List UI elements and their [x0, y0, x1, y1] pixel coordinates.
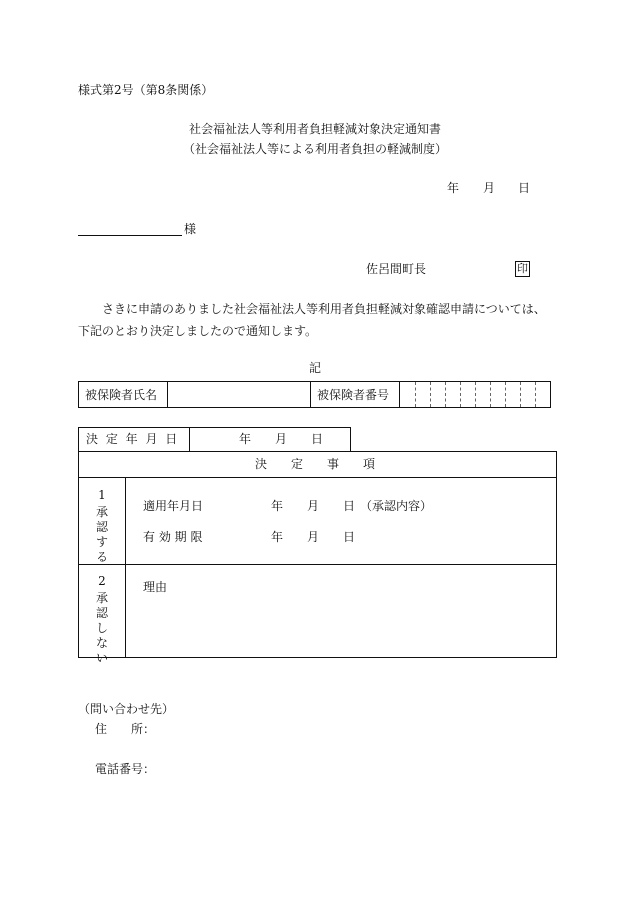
- digit-box: [520, 382, 535, 407]
- expiry-year: 年: [271, 530, 284, 544]
- digit-box: [475, 382, 490, 407]
- contact-phone-label: 電話番号：: [95, 762, 156, 776]
- issue-date-day: 日: [518, 181, 531, 195]
- addressee-suffix: 様: [184, 222, 197, 236]
- apply-date-month: 月: [307, 499, 320, 513]
- digit-box: [490, 382, 505, 407]
- decision-header: 決 定 事 項: [254, 457, 375, 471]
- reason-label: 理由: [143, 580, 168, 594]
- form-number: 様式第2号（第8条関係）: [78, 83, 214, 97]
- apply-date-year: 年: [271, 499, 284, 513]
- decision-date-month: 月: [275, 432, 288, 446]
- insured-number-label: 被保険者番号: [311, 382, 400, 408]
- insured-table: [78, 381, 551, 408]
- expiry-month: 月: [307, 530, 320, 544]
- digit-box: [430, 382, 445, 407]
- approve-number: 1: [98, 488, 106, 502]
- digit-box: [445, 382, 460, 407]
- digit-box: [400, 382, 415, 407]
- contact-heading: （問い合わせ先）: [78, 702, 175, 716]
- insured-number-field[interactable]: [400, 382, 551, 408]
- addressee-line: [78, 223, 182, 236]
- insured-name-label: 被保険者氏名: [79, 382, 168, 408]
- deny-label: 承認しない: [95, 591, 108, 665]
- expiry-day: 日: [343, 530, 356, 544]
- notice-body: さきに申請のありました社会福祉法人等利用者負担軽減対象確認申請については、下記のとおり決定しましたので通知します。: [78, 302, 546, 338]
- approval-content: （承認内容）: [360, 499, 433, 513]
- contact-address-label: 住 所：: [95, 722, 156, 736]
- digit-box: [415, 382, 430, 407]
- document-subtitle: （社会福祉法人等による利用者負担の軽減制度）: [182, 142, 447, 156]
- decision-date-day: 日: [311, 432, 324, 446]
- digit-box: [535, 382, 550, 407]
- expiry-label: 有 効 期 限: [143, 530, 203, 544]
- decision-header-rule: [78, 477, 557, 478]
- decision-date-divider: [189, 427, 190, 452]
- decision-column-rule: [125, 477, 126, 658]
- apply-date-label: 適用年月日: [143, 499, 204, 513]
- issue-date-month: 月: [483, 181, 496, 195]
- apply-date-day: 日: [343, 499, 356, 513]
- digit-box: [460, 382, 475, 407]
- insured-number-digits: [400, 382, 550, 407]
- approve-label: 承認する: [95, 505, 108, 564]
- seal-mark: 印: [517, 262, 528, 275]
- issue-date-year: 年: [447, 181, 460, 195]
- decision-row-rule: [78, 564, 557, 565]
- insured-name-field[interactable]: [168, 382, 311, 408]
- decision-date-label: 決 定 年 月 日: [86, 432, 180, 446]
- decision-date-year: 年: [239, 432, 252, 446]
- document-title: 社会福祉法人等利用者負担軽減対象決定通知書: [188, 122, 441, 136]
- decision-table: [78, 451, 557, 658]
- deny-number: 2: [98, 574, 106, 588]
- digit-box: [505, 382, 520, 407]
- issuer-name: 佐呂間町長: [366, 262, 427, 276]
- ki-heading: 記: [309, 361, 322, 375]
